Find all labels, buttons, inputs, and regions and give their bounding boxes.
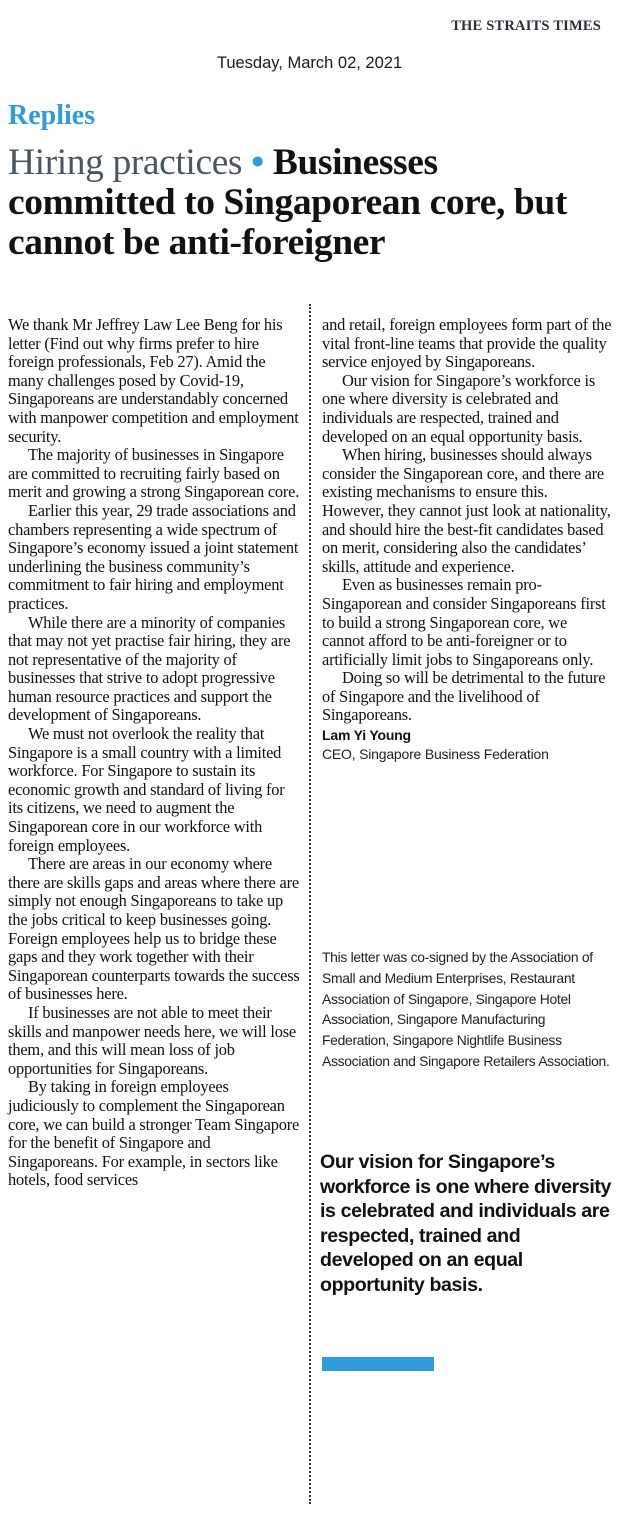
paragraph: By taking in foreign employees judiciously to complement the Singaporean core, we can build a stronger Team Singapore for the benefit of Singapore and Singaporeans. For example, in sectors like hotels, food services bbox=[8, 1077, 300, 1190]
section-label: Replies bbox=[8, 100, 96, 131]
accent-bar bbox=[322, 1357, 434, 1371]
paragraph: We must not overlook the reality that Singapore is a small country with a limited workforce. For Singapore to sustain its economic growth and standard of living for its citizens, we need to augment the Singaporean core in our workforce with foreign employees. bbox=[8, 724, 285, 855]
paragraph: Doing so will be detrimental to the future of Singapore and the livelihood of Singaporeans. bbox=[322, 668, 606, 725]
paragraph: When hiring, businesses should always consider the Singaporean core, and there are existing mechanisms to ensure this. However, they cannot just look at nationality, and should hire the best-fit candidates based on merit, considering also the candidates’ skills, attitude and experience. bbox=[322, 445, 611, 576]
paragraph: We thank Mr Jeffrey Law Lee Beng for his letter (Find out why firms prefer to hire foreign professionals, Feb 27). Amid the many challenges posed by Covid-19, Singaporeans are understandably concerned with manpower competition and employment security. bbox=[8, 315, 299, 446]
paragraph: Earlier this year, 29 trade associations and chambers representing a wide spectrum of Singapore’s economy issued a joint statement underlining the business community’s commitment to fair hiring and employment practices. bbox=[8, 500, 299, 613]
publication-date: Tuesday, March 02, 2021 bbox=[216, 54, 403, 72]
headline-title: Businesses committed to Singaporean core, but cannot be anti-foreigner bbox=[8, 142, 567, 263]
signatory-title: CEO, Singapore Business Federation bbox=[322, 746, 549, 763]
paragraph: Even as businesses remain pro-Singaporean and consider Singaporeans first to build a strong Singaporean core, we cannot afford to be anti-foreigner or to artificially limit jobs to Singaporeans only. bbox=[322, 575, 606, 669]
letter-right-column bbox=[322, 316, 612, 764]
cosign-note: This letter was co-signed by the Association of Small and Medium Enterprises, Restaurant Association of Singapore, Singapore Hotel Association, Singapore Manufacturing Federation, Singapore Nightlife Business Association and Singapore Retailers Association. bbox=[322, 949, 610, 1069]
headline-kicker: Hiring practices bbox=[8, 142, 243, 183]
letter-left-column bbox=[8, 316, 300, 1190]
headline-separator: • bbox=[251, 142, 264, 183]
paragraph: There are areas in our economy where there are skills gaps and areas where there are simply not enough Singaporeans to take up the jobs critical to keep businesses going. Foreign employees help us to bridge these gaps and they work together with their Singaporean counterparts towards the success of businesses here. bbox=[8, 854, 300, 1004]
paragraph: and retail, foreign employees form part of the vital front-line teams that provide the quality service enjoyed by Singaporeans. bbox=[322, 315, 612, 372]
headline bbox=[8, 143, 613, 263]
pull-quote: Our vision for Singapore’s workforce is one where diversity is celebrated and individuals are respected, trained and developed on an equal opportunity basis. bbox=[320, 1151, 612, 1296]
paragraph: Our vision for Singapore’s workforce is one where diversity is celebrated and individuals are respected, trained and developed on an equal opportunity basis. bbox=[322, 370, 596, 446]
signatory-name: Lam Yi Young bbox=[322, 727, 411, 744]
paragraph: While there are a minority of companies that may not yet practise fair hiring, they are not representative of the majority of businesses that strive to adopt progressive human resource practices and support the development of Singaporeans. bbox=[8, 612, 291, 725]
paragraph: If businesses are not able to meet their skills and manpower needs here, we will lose them, and this will mean loss of job opportunities for Singaporeans. bbox=[8, 1002, 296, 1078]
masthead: THE STRAITS TIMES bbox=[451, 18, 601, 34]
column-divider bbox=[309, 304, 311, 1504]
paragraph: The majority of businesses in Singapore are committed to recruiting fairly based on merit and growing a strong Singaporean core. bbox=[8, 445, 300, 502]
